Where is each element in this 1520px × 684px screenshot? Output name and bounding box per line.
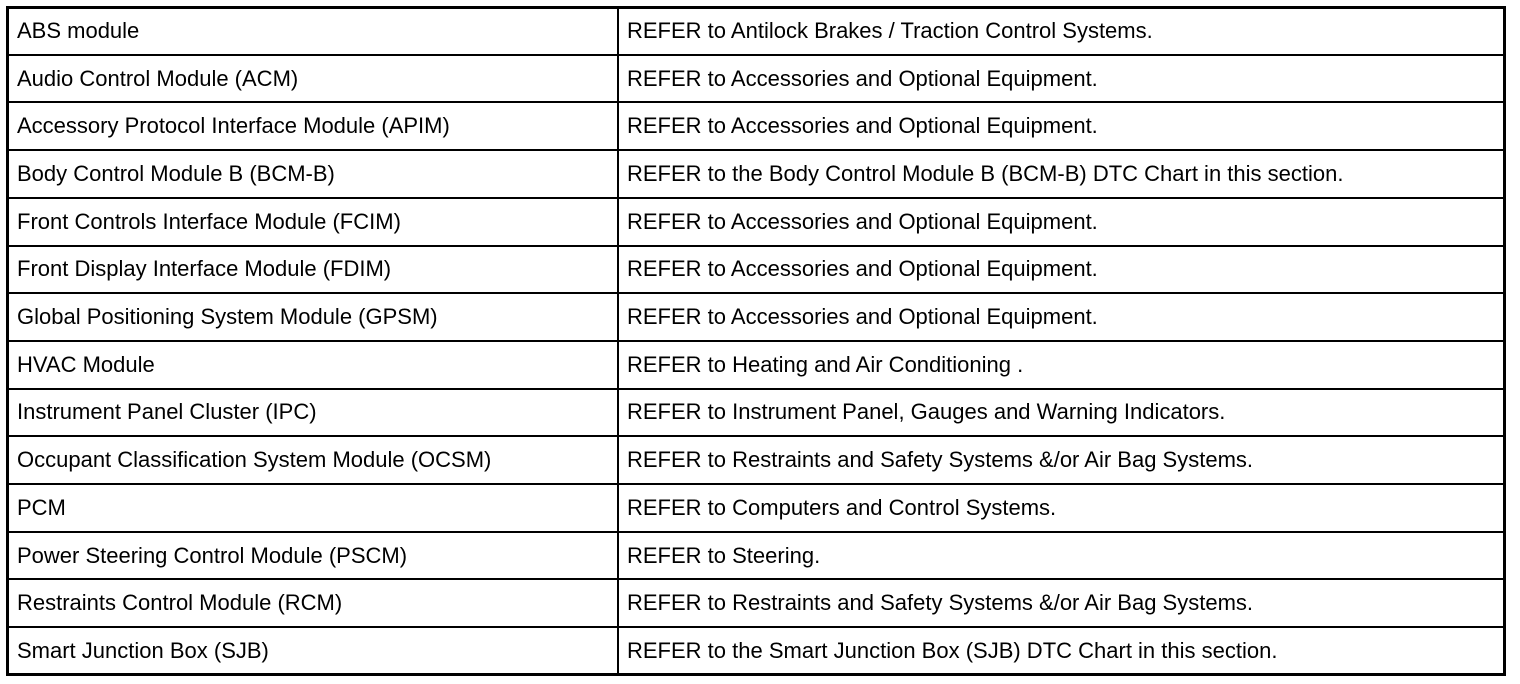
table-row <box>9 150 1503 198</box>
table-row <box>9 579 1503 627</box>
table-row <box>9 627 1503 673</box>
table-row <box>9 55 1503 103</box>
reference-cell: REFER to Accessories and Optional Equipment. <box>618 102 1503 150</box>
module-reference-grid <box>9 9 1503 673</box>
table-row <box>9 246 1503 294</box>
reference-cell: REFER to the Body Control Module B (BCM-B) DTC Chart in this section. <box>618 150 1503 198</box>
module-name-cell: Smart Junction Box (SJB) <box>9 627 618 673</box>
module-name-cell: Instrument Panel Cluster (IPC) <box>9 389 618 437</box>
module-name-cell: Front Display Interface Module (FDIM) <box>9 246 618 294</box>
module-name-cell: Occupant Classification System Module (OCSM) <box>9 436 618 484</box>
table-row <box>9 293 1503 341</box>
reference-cell: REFER to Instrument Panel, Gauges and Warning Indicators. <box>618 389 1503 437</box>
table-row <box>9 102 1503 150</box>
module-name-cell: Audio Control Module (ACM) <box>9 55 618 103</box>
module-name-cell: ABS module <box>9 9 618 55</box>
reference-cell: REFER to Accessories and Optional Equipment. <box>618 198 1503 246</box>
reference-cell: REFER to Accessories and Optional Equipment. <box>618 293 1503 341</box>
table-row <box>9 484 1503 532</box>
reference-cell: REFER to Heating and Air Conditioning . <box>618 341 1503 389</box>
module-name-cell: HVAC Module <box>9 341 618 389</box>
table-row <box>9 9 1503 55</box>
table-row <box>9 389 1503 437</box>
reference-cell: REFER to Accessories and Optional Equipment. <box>618 55 1503 103</box>
module-name-cell: Restraints Control Module (RCM) <box>9 579 618 627</box>
reference-cell: REFER to Restraints and Safety Systems &/or Air Bag Systems. <box>618 579 1503 627</box>
table-row <box>9 341 1503 389</box>
module-name-cell: PCM <box>9 484 618 532</box>
module-reference-table <box>6 6 1506 676</box>
reference-cell: REFER to Antilock Brakes / Traction Control Systems. <box>618 9 1503 55</box>
module-name-cell: Global Positioning System Module (GPSM) <box>9 293 618 341</box>
module-name-cell: Body Control Module B (BCM-B) <box>9 150 618 198</box>
table-row <box>9 198 1503 246</box>
table-row <box>9 436 1503 484</box>
module-name-cell: Accessory Protocol Interface Module (APIM) <box>9 102 618 150</box>
module-name-cell: Front Controls Interface Module (FCIM) <box>9 198 618 246</box>
reference-cell: REFER to the Smart Junction Box (SJB) DTC Chart in this section. <box>627 637 1278 663</box>
reference-cell: REFER to Restraints and Safety Systems &/or Air Bag Systems. <box>618 436 1503 484</box>
reference-cell: REFER to Accessories and Optional Equipment. <box>618 246 1503 294</box>
reference-cell: REFER to Steering. <box>618 532 1503 580</box>
reference-cell: REFER to Computers and Control Systems. <box>618 484 1503 532</box>
table-row <box>9 532 1503 580</box>
module-name-cell: Power Steering Control Module (PSCM) <box>9 532 618 580</box>
